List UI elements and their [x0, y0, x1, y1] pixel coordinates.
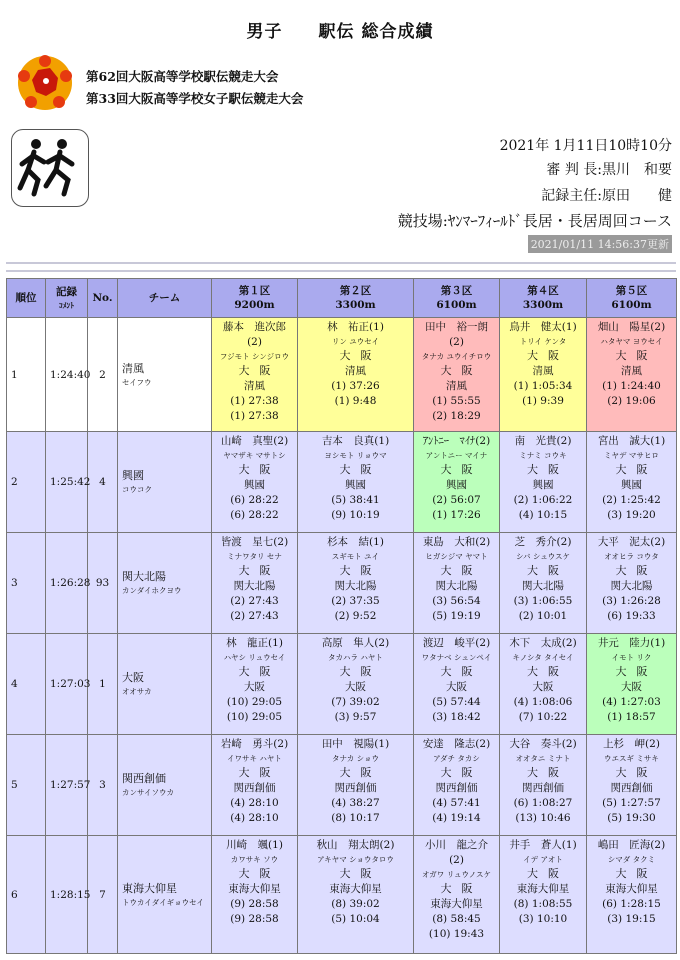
- leg-cell: [587, 735, 677, 836]
- runner-name: 宮出 誠大(1): [597, 435, 666, 447]
- runner-pref: 大阪: [339, 867, 382, 880]
- runner-kana: ウエスギ ミサキ: [604, 754, 659, 763]
- leg-cell: [500, 735, 587, 836]
- leg-cell: [212, 836, 298, 954]
- leg-cell: [500, 836, 587, 954]
- runner-pref: 大阪: [615, 665, 658, 678]
- record-cell: 1:25:42: [46, 432, 88, 533]
- leg-time: (2) 18:29: [432, 410, 481, 422]
- leg-cell: [212, 432, 298, 533]
- leg-split: (1) 1:05:34: [513, 380, 573, 392]
- runner-kana: アキヤマ ショウタロウ: [317, 855, 394, 864]
- leg-time: (1) 9:48: [334, 395, 377, 407]
- leg-time: (4) 10:15: [518, 509, 568, 521]
- runner-team: 関大北陽: [610, 580, 653, 592]
- runner-team: 関大北陽: [233, 580, 276, 592]
- no-cell: 1: [88, 634, 118, 735]
- leg-split: (2) 1:25:42: [602, 494, 661, 506]
- leg-time: (4) 28:10: [230, 812, 279, 824]
- runner-name: 田中 視陽(1): [321, 738, 390, 750]
- runner-pref: 大阪: [527, 867, 569, 880]
- rank-cell: 6: [7, 836, 46, 954]
- runner-team: 関西創価: [334, 782, 377, 794]
- runner-name: 渡辺 峻平(2): [422, 637, 491, 649]
- runner-kana: ヨシモト リョウマ: [324, 451, 387, 460]
- runner-pref: 大阪: [440, 766, 483, 779]
- runner-name: 芝 秀介(2): [514, 536, 572, 548]
- runner-team: 興國: [621, 479, 642, 491]
- leg-split: (4) 38:27: [331, 797, 380, 809]
- rank-cell: 1: [7, 318, 46, 432]
- runner-kana: アントニー マイナ: [425, 451, 488, 460]
- runner-name: 井手 蒼人(1): [509, 839, 577, 851]
- runner-name: 嶋田 匠海(2): [597, 839, 666, 851]
- runner-team: 東海大仰星: [605, 883, 658, 895]
- leg-time: (2) 19:06: [607, 395, 656, 407]
- leg-time: (9) 28:58: [230, 913, 279, 925]
- leg-split: (2) 37:35: [331, 595, 380, 607]
- leg-time: (3) 9:57: [334, 711, 377, 723]
- leg-split: (3) 1:06:55: [513, 595, 573, 607]
- runner-kana: オオヒラ コウタ: [604, 552, 659, 561]
- team-name: 興國: [122, 469, 144, 482]
- runner-team: 清風: [621, 365, 642, 377]
- leg-cell: [587, 533, 677, 634]
- table-row: [7, 836, 677, 954]
- leg-cell: [298, 634, 414, 735]
- datetime: 2021年 1月11日10時10分: [499, 138, 672, 154]
- rank-cell: 4: [7, 634, 46, 735]
- runner-pref: 大阪: [238, 665, 281, 678]
- leg-cell: [500, 318, 587, 432]
- leg-split: (4) 28:10: [230, 797, 279, 809]
- leg-split: (7) 39:02: [331, 696, 380, 708]
- no-cell: 3: [88, 735, 118, 836]
- leg-cell: [414, 735, 500, 836]
- runner-name: 藤本 進次郎: [223, 321, 286, 333]
- leg-time: (5) 10:04: [331, 913, 380, 925]
- team-kana: カンダイホクヨウ: [122, 586, 182, 595]
- runner-team: 大阪: [446, 681, 467, 693]
- team-name: 関大北陽: [122, 570, 166, 583]
- runner-kana: ヒガシジマ ヤマト: [425, 552, 488, 561]
- no-cell: 93: [88, 533, 118, 634]
- leg-split: (1) 1:24:40: [602, 380, 661, 392]
- divider: [6, 270, 676, 272]
- record-cell: 1:27:57: [46, 735, 88, 836]
- team-cell: [118, 634, 212, 735]
- runner-kana: イモト リク: [611, 653, 652, 662]
- runner-pref: 大阪: [527, 665, 569, 678]
- leg-split: (4) 1:08:06: [513, 696, 573, 708]
- runner-name: 山崎 真聖(2): [220, 435, 289, 447]
- rank-cell: 3: [7, 533, 46, 634]
- col-record: 記録 ｺﾒﾝﾄ: [46, 279, 88, 318]
- runner-name: 大谷 奏斗(2): [509, 738, 577, 750]
- leg-split: (5) 57:44: [432, 696, 481, 708]
- runner-team: 関西創価: [233, 782, 276, 794]
- runner-name: 林 龍正(1): [226, 637, 283, 649]
- leg-split: (2) 56:07: [432, 494, 481, 506]
- col-leg-4: 第４区 3300m: [500, 279, 587, 318]
- leg-cell: [212, 735, 298, 836]
- col-team: チーム: [118, 279, 212, 318]
- runner-kana: ハヤシ リュウセイ: [223, 653, 286, 662]
- runner-kana: オガワ リュウノスケ: [422, 870, 491, 879]
- leg-time: (6) 28:22: [230, 509, 279, 521]
- leg-split: (9) 28:58: [230, 898, 279, 910]
- runner-team: 関西創価: [522, 782, 564, 794]
- leg-split: (5) 38:41: [331, 494, 380, 506]
- team-name: 東海大仰星: [122, 881, 177, 895]
- runner-name: 南 光貴(2): [514, 435, 572, 447]
- runner-kana: イワサキ ハヤト: [227, 754, 282, 763]
- runner-name: 鳥井 健太(1): [509, 321, 577, 333]
- leg-cell: [212, 533, 298, 634]
- runner-kana: ハタヤマ ヨウセイ: [600, 337, 663, 346]
- col-leg-5: 第５区 6100m: [587, 279, 677, 318]
- leg-split: (2) 27:43: [230, 595, 279, 607]
- runner-team: 興國: [345, 479, 366, 491]
- runner-pref: 大阪: [339, 349, 382, 362]
- runner-grade: (2): [449, 336, 464, 348]
- meet-logo-icon: [16, 54, 74, 112]
- leg-split: (6) 28:22: [230, 494, 279, 506]
- page-title: 男子 駅伝 総合成績: [246, 22, 434, 42]
- runner-name: 秋山 翔太朗(2): [316, 839, 395, 851]
- runner-team: 東海大仰星: [430, 898, 483, 910]
- runner-kana: タナカ ショウ: [331, 754, 380, 763]
- leg-cell: [414, 533, 500, 634]
- runner-pref: 大阪: [440, 364, 483, 377]
- runner-pref: 大阪: [238, 364, 281, 377]
- runner-kana: タカハラ ハヤト: [328, 653, 383, 662]
- runner-name: 川崎 颯(1): [226, 839, 283, 851]
- leg-time: (2) 27:43: [230, 610, 279, 622]
- runner-pref: 大阪: [238, 766, 281, 779]
- runner-kana: スギモト ユイ: [331, 552, 380, 561]
- rank-cell: 5: [7, 735, 46, 836]
- table-row: [7, 533, 677, 634]
- leg-cell: [587, 318, 677, 432]
- runner-name: 東島 大和(2): [422, 536, 491, 548]
- leg-cell: [587, 432, 677, 533]
- divider: [6, 262, 676, 264]
- runner-name: 畑山 陽星(2): [597, 321, 666, 333]
- runner-name: 林 祐正(1): [327, 321, 384, 333]
- runner-kana: トリイ ケンタ: [519, 337, 567, 346]
- leg-cell: [212, 634, 298, 735]
- table-row: [7, 318, 677, 432]
- col-leg-2: 第２区 3300m: [298, 279, 414, 318]
- leg-cell: [414, 836, 500, 954]
- team-name: 清風: [122, 361, 144, 375]
- no-cell: 7: [88, 836, 118, 954]
- rank-cell: 2: [7, 432, 46, 533]
- leg-split: (6) 1:28:15: [602, 898, 661, 910]
- runner-kana: リン ユウセイ: [331, 337, 380, 346]
- team-cell: [118, 533, 212, 634]
- runner-pref: 大阪: [238, 867, 281, 880]
- runner-name: 大平 泥太(2): [597, 536, 666, 548]
- runner-team: 関大北陽: [522, 580, 564, 592]
- leg-time: (3) 19:20: [607, 509, 656, 521]
- runner-kana: シマダ タクミ: [607, 855, 656, 864]
- runner-pref: 大阪: [440, 463, 483, 476]
- record-cell: 1:27:03: [46, 634, 88, 735]
- leg-time: (3) 10:10: [518, 913, 568, 925]
- runner-pref: 大阪: [615, 766, 658, 779]
- runner-pref: 大阪: [527, 564, 569, 577]
- table-row: [7, 735, 677, 836]
- leg-split: (6) 1:08:27: [513, 797, 573, 809]
- runner-kana: オオタニ ミナト: [515, 754, 571, 763]
- runner-name: 小川 龍之介: [425, 839, 488, 851]
- leg-time: (7) 10:22: [518, 711, 568, 723]
- leg-cell: [414, 634, 500, 735]
- team-kana: コウコク: [122, 485, 152, 494]
- leg-time: (9) 10:19: [331, 509, 380, 521]
- table-row: [7, 432, 677, 533]
- runner-name: ｱﾝﾄﾆｰ ﾏｲﾅ(2): [422, 435, 491, 447]
- leg-time: (1) 27:38: [230, 410, 279, 422]
- runner-team: 関大北陽: [334, 580, 377, 592]
- leg-cell: [298, 836, 414, 954]
- meet-name-1: 第62回大阪高等学校駅伝競走大会: [86, 69, 279, 84]
- runner-team: 東海大仰星: [329, 883, 382, 895]
- runner-team: 大阪: [532, 681, 554, 693]
- runner-kana: ミナワタリ セナ: [227, 552, 282, 561]
- leg-time: (3) 18:42: [432, 711, 481, 723]
- runner-pref: 大阪: [615, 564, 658, 577]
- runner-kana: ミヤデ マサヒロ: [604, 451, 659, 460]
- runner-team: 興國: [532, 479, 554, 491]
- runner-name: 杉本 結(1): [327, 536, 384, 548]
- runner-pref: 大阪: [339, 564, 382, 577]
- runner-kana: イデ アオト: [523, 855, 563, 864]
- leg-time: (8) 10:17: [331, 812, 380, 824]
- team-kana: オオサカ: [122, 687, 152, 696]
- leg-cell: [500, 634, 587, 735]
- team-name: 関西創価: [122, 772, 166, 785]
- runner-kana: ミナミ コウキ: [519, 451, 567, 460]
- team-cell: [118, 432, 212, 533]
- meet-name-2: 第33回大阪高等学校女子駅伝競走大会: [86, 91, 304, 106]
- runner-kana: シバ シュウスケ: [516, 552, 570, 561]
- no-cell: 2: [88, 318, 118, 432]
- leg-time: (1) 18:57: [607, 711, 656, 723]
- runner-name: 木下 太成(2): [509, 637, 577, 649]
- leg-cell: [298, 432, 414, 533]
- runner-pref: 大阪: [527, 766, 569, 779]
- runner-name: 高原 隼人(2): [321, 637, 390, 649]
- leg-time: (5) 19:30: [607, 812, 656, 824]
- team-kana: トウカイダイギョウセイ: [122, 897, 204, 907]
- runner-team: 東海大仰星: [228, 883, 281, 895]
- runner-team: 東海大仰星: [516, 883, 570, 895]
- table-header-row: [7, 279, 677, 318]
- leg-split: (3) 56:54: [432, 595, 481, 607]
- runner-pref: 大阪: [440, 882, 483, 895]
- col-leg-1: 第１区 9200m: [212, 279, 298, 318]
- runner-name: 皆渡 星七(2): [220, 536, 289, 548]
- runner-pref: 大阪: [527, 349, 569, 362]
- leg-split: (5) 1:27:57: [602, 797, 661, 809]
- runner-pref: 大阪: [440, 665, 483, 678]
- runner-name: 田中 裕一朗: [425, 321, 488, 333]
- leg-split: (1) 27:38: [230, 395, 279, 407]
- runner-team: 大阪: [345, 681, 366, 693]
- runner-kana: カワサキ ソウ: [230, 855, 279, 864]
- leg-cell: [298, 533, 414, 634]
- table-row: [7, 634, 677, 735]
- leg-split: (8) 58:45: [432, 913, 481, 925]
- runner-pref: 大阪: [339, 665, 382, 678]
- leg-time: (1) 9:39: [522, 395, 564, 407]
- record-cell: 1:26:28: [46, 533, 88, 634]
- runner-team: 清風: [532, 365, 554, 377]
- leg-time: (4) 19:14: [432, 812, 481, 824]
- leg-split: (10) 29:05: [226, 696, 283, 708]
- leg-cell: [414, 432, 500, 533]
- runner-pref: 大阪: [615, 349, 658, 362]
- leg-cell: [500, 533, 587, 634]
- referee: 審 判 長:黒川 和要: [546, 162, 672, 178]
- runner-name: 安達 隆志(2): [422, 738, 491, 750]
- runner-kana: ヤマザキ マサトシ: [223, 451, 286, 460]
- team-cell: [118, 735, 212, 836]
- runner-pref: 大阪: [527, 463, 569, 476]
- runner-grade: (2): [449, 854, 464, 866]
- runner-team: 関西創価: [610, 782, 653, 794]
- leg-cell: [212, 318, 298, 432]
- runner-pref: 大阪: [339, 766, 382, 779]
- runner-team: 大阪: [244, 681, 265, 693]
- leg-cell: [587, 634, 677, 735]
- record-cell: 1:24:40: [46, 318, 88, 432]
- runner-team: 興國: [244, 479, 265, 491]
- leg-cell: [298, 735, 414, 836]
- runner-grade: (2): [247, 336, 262, 348]
- runner-pref: 大阪: [339, 463, 382, 476]
- runner-team: 興國: [446, 479, 467, 491]
- runner-pref: 大阪: [238, 463, 281, 476]
- venue: 競技場:ﾔﾝﾏｰﾌｨｰﾙﾄﾞ長居・長居周回コース: [397, 212, 672, 230]
- team-cell: [118, 318, 212, 432]
- runner-team: 関大北陽: [435, 580, 478, 592]
- runner-team: 大阪: [621, 681, 642, 693]
- leg-time: (6) 19:33: [607, 610, 656, 622]
- runner-team: 清風: [446, 380, 467, 392]
- team-name: 大阪: [122, 671, 144, 684]
- leg-time: (3) 19:15: [607, 913, 656, 925]
- leg-time: (5) 19:19: [432, 610, 481, 622]
- runner-kana: キノシタ タイセイ: [512, 653, 574, 662]
- runner-name: 井元 陸力(1): [597, 637, 666, 649]
- runner-pref: 大阪: [615, 463, 658, 476]
- leg-split: (1) 55:55: [432, 395, 481, 407]
- no-cell: 4: [88, 432, 118, 533]
- leg-time: (10) 19:43: [428, 928, 485, 940]
- leg-cell: [414, 318, 500, 432]
- updated-timestamp: 2021/01/11 14:56:37更新: [528, 235, 672, 253]
- leg-cell: [587, 836, 677, 954]
- runner-name: 吉本 良真(1): [321, 435, 390, 447]
- col-leg-3: 第３区 6100m: [414, 279, 500, 318]
- leg-split: (1) 37:26: [331, 380, 380, 392]
- leg-split: (3) 1:26:28: [602, 595, 661, 607]
- leg-time: (13) 10:46: [515, 812, 571, 824]
- leg-cell: [298, 318, 414, 432]
- team-kana: カンサイソウカ: [122, 788, 174, 797]
- results-table: [6, 278, 677, 954]
- leg-split: (8) 1:08:55: [513, 898, 573, 910]
- runner-kana: タナカ ユウイチロウ: [421, 352, 492, 361]
- col-no: No.: [88, 279, 118, 318]
- leg-time: (10) 29:05: [226, 711, 283, 723]
- leg-time: (2) 10:01: [518, 610, 568, 622]
- record-cell: 1:28:15: [46, 836, 88, 954]
- runner-team: 清風: [345, 365, 366, 377]
- leg-split: (4) 57:41: [432, 797, 481, 809]
- runner-team: 関西創価: [435, 782, 478, 794]
- runner-kana: フジモト シンジロウ: [219, 352, 290, 361]
- runner-pref: 大阪: [615, 867, 658, 880]
- team-kana: セイフウ: [122, 377, 152, 387]
- runners-icon: [11, 129, 89, 207]
- leg-time: (2) 9:52: [334, 610, 377, 622]
- team-cell: [118, 836, 212, 954]
- runner-pref: 大阪: [238, 564, 281, 577]
- runner-kana: アダチ タカシ: [433, 754, 480, 763]
- leg-split: (4) 1:27:03: [602, 696, 661, 708]
- recorder: 記録主任:原田 健: [541, 188, 672, 204]
- col-rank: 順位: [7, 279, 46, 318]
- leg-split: (8) 39:02: [331, 898, 380, 910]
- runner-kana: ワタナベ シュンペイ: [421, 653, 492, 662]
- runner-pref: 大阪: [440, 564, 483, 577]
- leg-time: (1) 17:26: [432, 509, 481, 521]
- leg-cell: [500, 432, 587, 533]
- leg-split: (2) 1:06:22: [513, 494, 573, 506]
- runner-name: 岩崎 勇斗(2): [220, 738, 289, 750]
- runner-name: 上杉 岬(2): [603, 738, 660, 750]
- runner-team: 清風: [244, 380, 265, 392]
